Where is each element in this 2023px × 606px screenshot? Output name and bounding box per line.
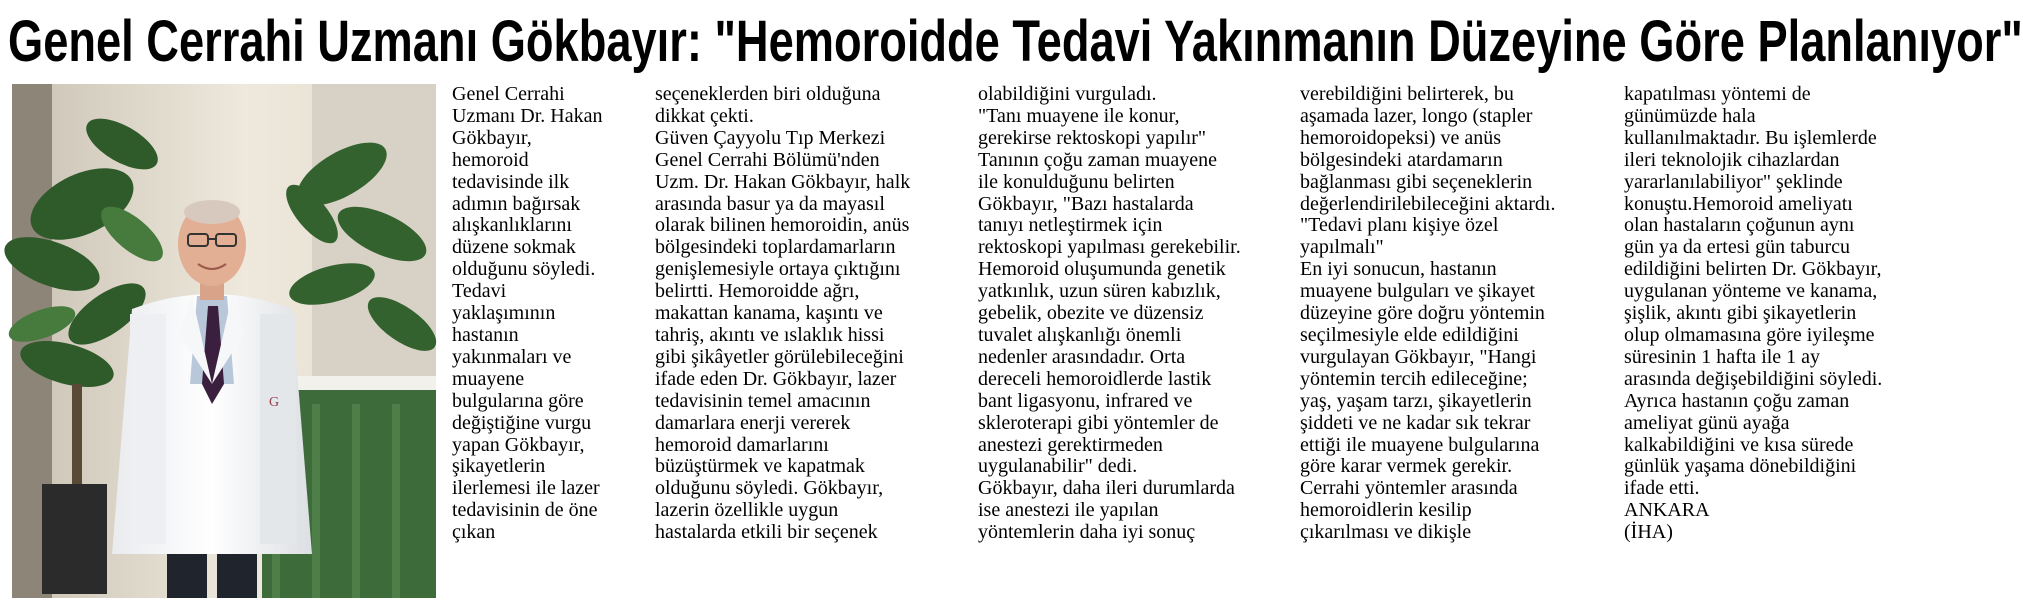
article-photo bbox=[12, 84, 436, 598]
article-column-2: seçeneklerden biri olduğuna dikkat çekti. Güven Çayyolu Tıp Merkezi Genel Cerrahi Bölümü'nden Uzm. Dr. Hakan Gökbayır, halk arasında basur ya da mayasıl olarak bilinen hemoroidin, anüs bölgesindeki toplardamarların genişlemesiyle ortaya çıktığını belirtti. Hemoroidde ağrı, makattan kanama, kaşıntı ve tahriş, akıntı ve ıslaklık hissi gibi şikâyetler görülebileceğini ifade eden Dr. Gökbayır, lazer tedavisinin temel amacının damarlara enerji vererek hemoroid damarlarını büzüştürmek ve kapatmak olduğunu söyledi. Gökbayır, lazerin özellikle uygun hastalarda etkili bir seçenek bbox=[655, 83, 911, 544]
doctor-photo-illustration bbox=[12, 84, 436, 598]
article-column-4: verebildiğini belirterek, bu aşamada lazer, longo (stapler hemoroidopeksi) ve anüs bölgesindeki atardamarın bağlanması gibi seçeneklerin değerlendirilebileceğini aktardı. "Tedavi planı kişiye özel yapılmalı" En iyi sonucun, hastanın muayene bulguları ve şikayet düzeyine göre doğru yöntemin seçilmesiyle elde edildiğini vurgulayan Gökbayır, "Hangi yöntemin tercih edileceğine; yaş, yaşam tarzı, şikayetlerin şiddeti ve ne kadar sık tekrar ettiği ile muayene bulgularına göre karar vermek gerekir. Cerrahi yöntemler arasında hemoroidlerin kesilip çıkarılması ve dikişle bbox=[1300, 83, 1556, 544]
svg-text:G: G bbox=[268, 395, 280, 410]
article-column-5: kapatılması yöntemi de günümüzde hala kullanılmaktadır. Bu işlemlerde ileri teknolojik cihazlardan yararlanılabiliyor" şeklinde konuştu.Hemoroid ameliyatı olan hastaların çoğunun aynı gün ya da ertesi gün taburcu edildiğini belirten Dr. Gökbayır, uygulanan yönteme ve kanama, şişlik, akıntı gibi şikayetlerin olup olmamasına göre iyileşme süresinin 1 hafta ile 1 ay arasında değişebildiğini söyledi. Ayrıca hastanın çoğu zaman ameliyat günü ayağa kalkabildiğini ve kısa sürede günlük yaşama dönebildiğini ifade etti. ANKARA (İHA) bbox=[1624, 83, 1883, 544]
article-column-1: Genel Cerrahi Uzmanı Dr. Hakan Gökbayır, hemoroid tedavisinde ilk adımın bağırsak alışkanlıklarını düzene sokmak olduğunu söyledi. Tedavi yaklaşımının hastanın yakınmaları ve muayene bulgularına göre değiştiğine vurgu yapan Gökbayır, şikayetlerin ilerlemesi ile lazer tedavisinin de öne çıkan bbox=[452, 83, 603, 544]
article-column-3: olabildiğini vurguladı. "Tanı muayene ile konur, gerekirse rektoskopi yapılır" Tanının çoğu zaman muayene ile konulduğunu belirten Gökbayır, "Bazı hastalarda tanıyı netleştirmek için rektoskopi yapılması gerekebilir. Hemoroid oluşumunda genetik yatkınlık, uzun süren kabızlık, gebelik, obezite ve düzensiz tuvalet alışkanlığı önemli nedenler arasındadır. Orta dereceli hemoroidlerde lastik bant ligasyonu, infrared ve skleroterapi gibi yöntemler de anestezi gerektirmeden uygulanabilir" dedi. Gökbayır, daha ileri durumlarda ise anestezi ile yapılan yöntemlerin daha iyi sonuç bbox=[978, 83, 1241, 544]
headline: Genel Cerrahi Uzmanı Gökbayır: "Hemoroidde Tedavi Yakınmanın Düzeyine Göre Planlanıyor" bbox=[8, 9, 2023, 74]
